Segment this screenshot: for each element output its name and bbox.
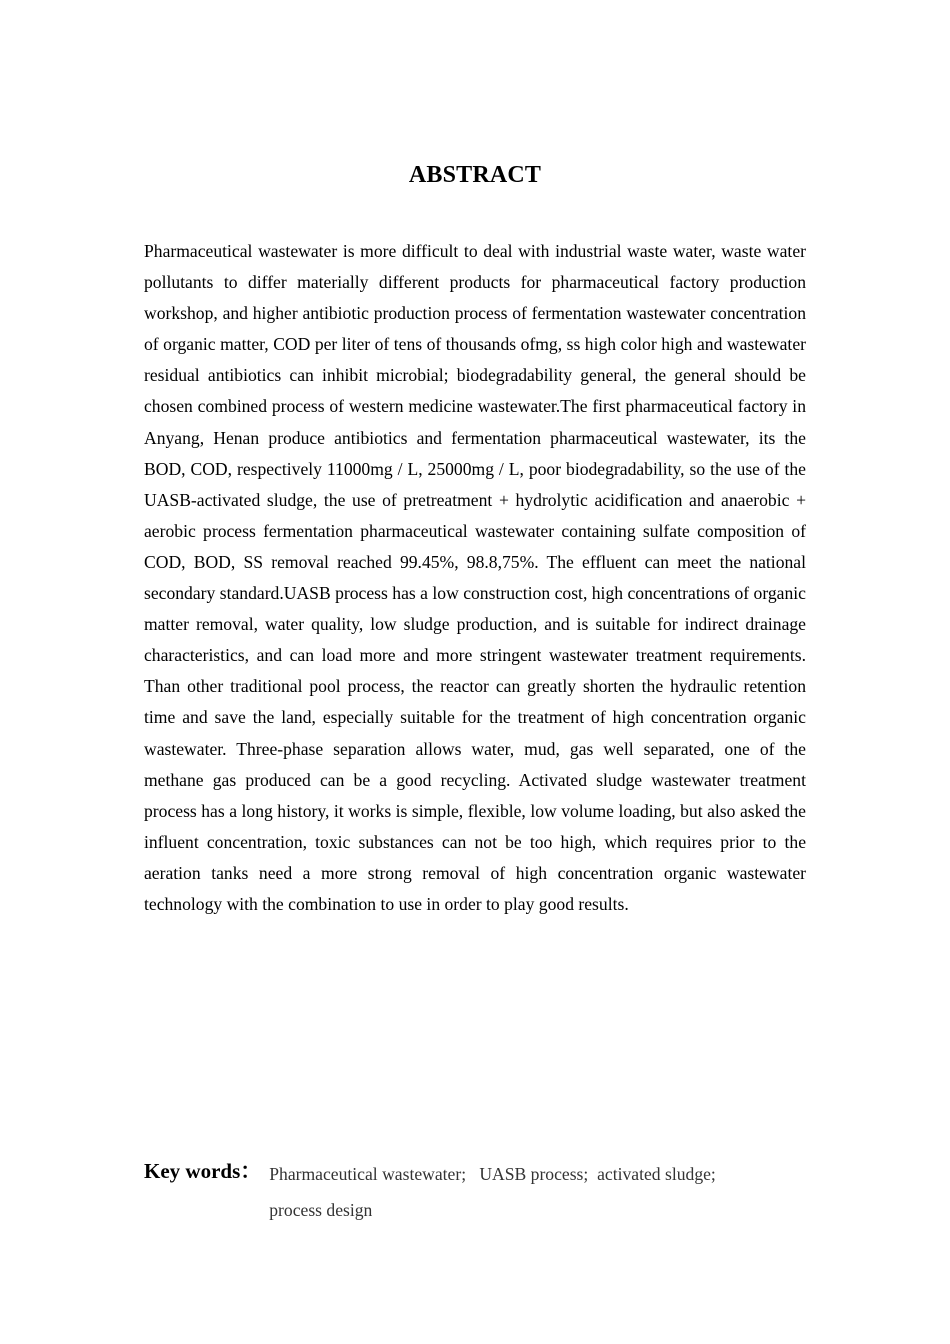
keywords-section — [144, 1155, 806, 1228]
keywords-label: Key words： — [144, 1159, 262, 1183]
keywords-list — [269, 1156, 789, 1228]
keyword-item: Pharmaceutical wastewater; — [269, 1164, 467, 1184]
keyword-item: activated sludge; — [597, 1164, 716, 1184]
abstract-body: Pharmaceutical wastewater is more difficult to deal with industrial waste water, waste water pollutants to differ materially different products for pharmaceutical factory production workshop, and higher antibiotic production process of fermentation wastewater concentration of organic matter, COD per liter of tens of thousands ofmg, ss high color high and wastewater residual antibiotics can inhibit microbial; biodegradability general, the general should be chosen combined process of western medicine wastewater.The first pharmaceutical factory in Anyang, Henan produce antibiotics and fermentation pharmaceutical wastewater, its the BOD, COD, respectively 11000mg / L, 25000mg / L, poor biodegradability, so the use of the UASB-activated sludge, the use of pretreatment + hydrolytic acidification and anaerobic + aerobic process fermentation pharmaceutical wastewater containing sulfate composition of COD, BOD, SS removal reached 99.45%, 98.8,75%. The effluent can meet the national secondary standard.UASB process has a low construction cost, high concentrations of organic matter removal, water quality, low sludge production, and is suitable for indirect drainage characteristics, and can load more and more stringent wastewater treatment requirements. Than other traditional pool process, the reactor can greatly shorten the hydraulic retention time and save the land, especially suitable for the treatment of high concentration organic wastewater. Three-phase separation allows water, mud, gas well separated, one of the methane gas produced can be a good recycling. Activated sludge wastewater treatment process has a long history, it works is simple, flexible, low volume loading, but also asked the influent concentration, toxic substances can not be too high, which requires prior to the aeration tanks need a more strong removal of high concentration organic wastewater technology with the combination to use in order to play good results. — [144, 241, 806, 914]
keyword-item: UASB process; — [479, 1164, 589, 1184]
keyword-item: process design — [269, 1200, 373, 1220]
abstract-title: ABSTRACT — [408, 162, 542, 188]
